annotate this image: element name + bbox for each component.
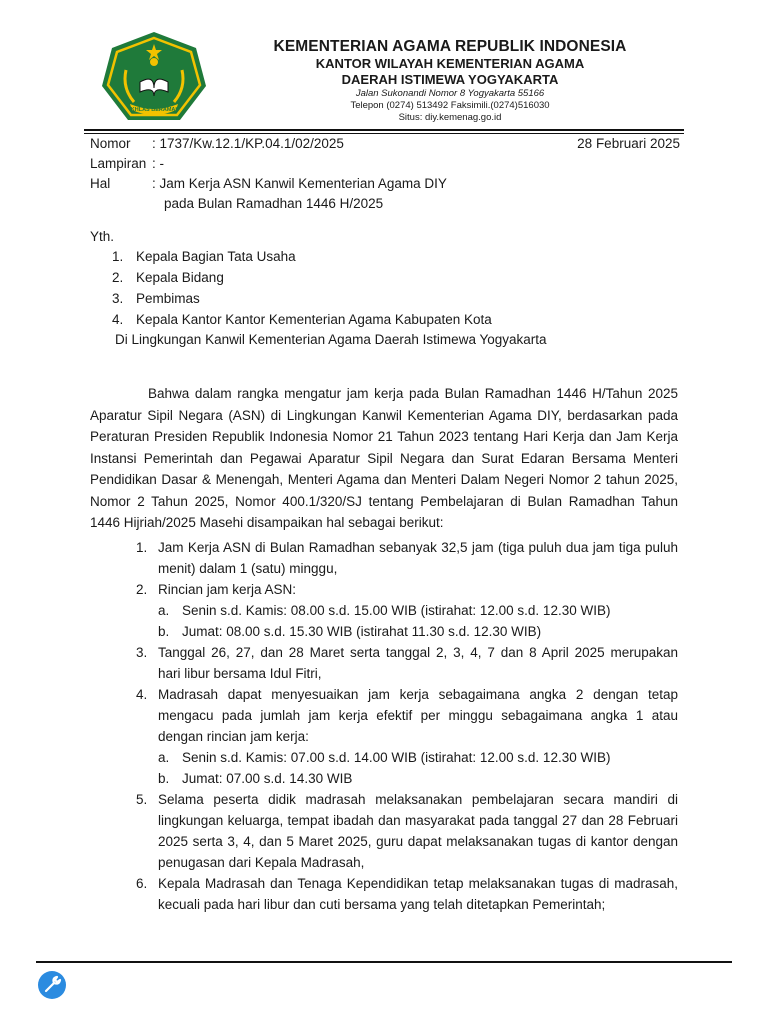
- letterhead: [220, 38, 680, 124]
- letter-meta: [90, 134, 680, 214]
- nomor-value: : 1737/Kw.12.1/KP.04.1/02/2025: [152, 136, 344, 151]
- list-item: 6. Kepala Madrasah dan Tenaga Kependidikan tetap melaksanakan tugas di madrasah, kecuali pada hari libur dan cuti bersama yang telah ditetapkan Pemerintah;: [136, 876, 678, 912]
- sub-item: a. Senin s.d. Kamis: 08.00 s.d. 15.00 WIB (istirahat: 12.00 s.d. 12.30 WIB): [158, 603, 611, 618]
- lampiran-label: Lampiran: [90, 156, 147, 171]
- list-item: 3. Tanggal 26, 27, dan 28 Maret serta tanggal 2, 3, 4, 7 dan 8 April 2025 merupakan hari libur bersama Idul Fitri,: [136, 645, 678, 681]
- list-item: 4. Madrasah dapat menyesuaikan jam kerja sebagaimana angka 2 dengan tetap mengacu pada jumlah jam kerja efektif per minggu sebagaimana angka 1 atau dengan rincian jam kerja: a. Senin s.d. Kamis: 07.00 s.d. 14.00 WIB (istirahat: 12.00 s.d. 12.30 WIB) b. Jumat: 07.00 s.d. 14.30 WIB: [136, 684, 678, 789]
- list-item: 2. Kepala Bidang: [112, 270, 224, 285]
- recipient-list: [112, 246, 492, 330]
- hal-value: : Jam Kerja ASN Kanwil Kementerian Agama DIY: [152, 176, 447, 191]
- kemenag-logo-icon: [100, 30, 208, 126]
- list-item: 1. Jam Kerja ASN di Bulan Ramadhan sebanyak 32,5 jam (tiga puluh dua jam tiga puluh menit) dalam 1 (satu) minggu,: [136, 540, 678, 576]
- letter-date: 28 Februari 2025: [577, 136, 680, 151]
- lampiran-value: : -: [152, 156, 164, 171]
- ministry-name: KEMENTERIAN AGAMA REPUBLIK INDONESIA: [273, 38, 627, 55]
- yth-label: Yth.: [90, 229, 115, 244]
- sub-item: b. Jumat: 08.00 s.d. 15.30 WIB (istirahat 11.30 s.d. 12.30 WIB): [158, 624, 542, 639]
- office-website: Situs: diy.kemenag.go.id: [398, 112, 502, 123]
- list-item: 2. Rincian jam kerja ASN: a. Senin s.d. Kamis: 08.00 s.d. 15.00 WIB (istirahat: 12.00 s.d. 12.30 WIB) b. Jumat: 08.00 s.d. 15.30 WIB (istirahat 11.30 s.d. 12.30 WIB): [136, 579, 678, 642]
- list-item: 1. Kepala Bagian Tata Usaha: [112, 249, 296, 264]
- hal-label: Hal: [90, 176, 111, 191]
- recipient-location: Di Lingkungan Kanwil Kementerian Agama Daerah Istimewa Yogyakarta: [115, 332, 547, 347]
- region-name: DAERAH ISTIMEWA YOGYAKARTA: [341, 72, 559, 87]
- footer-rule: [36, 961, 732, 963]
- office-phone: Telepon (0274) 513492 Faksimili.(0274)516030: [350, 100, 550, 111]
- list-item: 4. Kepala Kantor Kantor Kementerian Agama Kabupaten Kota: [112, 312, 492, 327]
- office-address: Jalan Sukonandi Nomor 8 Yogyakarta 55166: [355, 88, 545, 99]
- letterhead-rule-thick: [84, 129, 684, 131]
- intro-paragraph: Bahwa dalam rangka mengatur jam kerja pada Bulan Ramadhan 1446 H/Tahun 2025 Aparatur Sipil Negara (ASN) di Lingkungan Kanwil Kementerian Agama DIY, berdasarkan pada Peraturan Presiden Republik Indonesia Nomor 21 Tahun 2023 tentang Hari Kerja dan Jam Kerja Instansi Pemerintah dan Pegawai Aparatur Sipil Negara dan Surat Edaran Bersama Menteri Pendidikan Dasar & Menengah, Menteri Agama dan Menteri Dalam Negeri Nomor 2 tahun 2025, Nomor 2 Tahun 2025, Nomor 400.1/320/SJ tentang Pembelajaran di Bulan Ramadhan Tahun 1446 Hijriah/2025 Masehi disampaikan hal sebagai berikut:: [90, 386, 678, 530]
- sub-item: b. Jumat: 07.00 s.d. 14.30 WIB: [158, 771, 353, 786]
- list-item: 3. Pembimas: [112, 291, 200, 306]
- office-name: KANTOR WILAYAH KEMENTERIAN AGAMA: [315, 56, 585, 71]
- nomor-label: Nomor: [90, 136, 131, 151]
- sub-item: a. Senin s.d. Kamis: 07.00 s.d. 14.00 WIB (istirahat: 12.00 s.d. 12.30 WIB): [158, 750, 611, 765]
- hal-value-continued: pada Bulan Ramadhan 1446 H/2025: [164, 196, 384, 211]
- list-item: 5. Selama peserta didik madrasah melaksanakan pembelajaran secara mandiri di lingkungan keluarga, tempat ibadah dan masyarakat pada tanggal 27 dan 28 Februari 2025 serta 3, 4, dan 5 Maret 2025, guru dapat melaksanakan tugas di kantor dengan penugasan dari Kepala Madrasah,: [136, 792, 678, 870]
- logo-motto: IKHLAS BERAMAL: [129, 107, 179, 113]
- viewer-tool-icon[interactable]: [37, 970, 67, 1000]
- points-list: [136, 537, 678, 915]
